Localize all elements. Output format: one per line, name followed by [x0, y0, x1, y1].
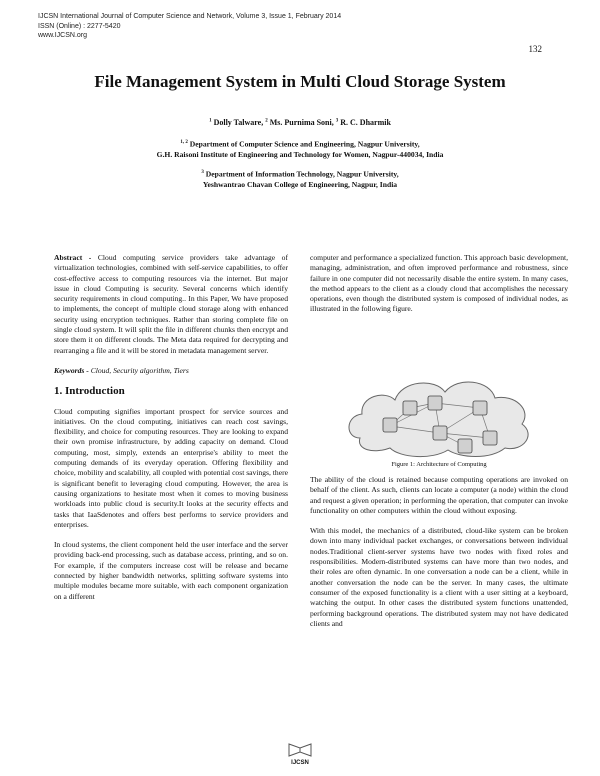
abstract-label: Abstract - [54, 253, 98, 262]
page-number: 132 [528, 44, 542, 54]
journal-name: IJCSN International Journal of Computer Science and Network, Volume 3, Issue 1, February 2014 [38, 13, 342, 20]
issn: ISSN (Online) : 2277-5420 [38, 22, 121, 30]
journal-logo-icon [287, 740, 313, 758]
author-2: Ms. Purnima Soni, [267, 118, 336, 127]
author-sup-2: 2 [265, 118, 268, 124]
intro-paragraph-2: In cloud systems, the client component held the user interface and the server providing back-end processing, such as database access, printing, and so on. For example, if the computers increase cost will be release and became connected by higher bandwidth networks, splitting software systems into multiple modules became more suitable, with each component organization on a different [54, 540, 288, 601]
affiliation-2 [0, 168, 600, 190]
abstract-text: Cloud computing service providers take advantage of virtualization technologies, combined with self-service capabilities, to offer cost-effective access to computing resources via the internet. But major issue in cloud Computing is security. Several concerns which identify security requirements in cloud computing.. In this Paper, We have proposed to implements, the concept of multiple cloud storage along with enhanced security using encryption techniques. Rather than storing complete file on single cloud system. It will split the file in different chunks then encrypt and store them it on different clouds. The Meta data required for decrypting and rearranging a file and it will be stored in metadata management server. [54, 253, 288, 355]
keywords [54, 366, 288, 376]
abstract [54, 253, 288, 356]
left-column [54, 253, 288, 612]
journal-header [38, 12, 341, 41]
affiliation-sup: 1, 2 [180, 140, 188, 145]
section-heading-introduction: 1. Introduction [54, 385, 125, 398]
author-sup-3: 3 [335, 118, 339, 124]
right-paragraph-1: The ability of the cloud is retained because computing operations are invoked on behalf of the client. As such, clients can locate a computer (a node) within the cloud and request a given operation; in performing the operation, that computer can invoke functionality on other computers within the cloud without exposing. [310, 475, 568, 515]
affiliation-1 [0, 138, 600, 160]
affiliation-sup: 3 [201, 170, 204, 175]
intro-paragraph-1: Cloud computing signifies important prospect for service sources and initiatives. On the cloud computing, initiatives can reach cost savings, flexibility, and choice for computing resources. They are looking to expand their own promise infrastructure, by adding capacity on demand. Cloud computing, most, simply, extends an enterprise's ability to meet the computing demands of its everyday operation. Offering flexibility and choice, mobility and scalability, all coupled with potential cost savings, there is significant benefit to leveraging cloud computing. However, the area is causing organizations to hesitate most when it comes to moving business workloads into public cloud is security.It looks at the security effects and tasks that IaaSdenotes and offers best performs to service providers and enterprises. [54, 406, 288, 529]
affiliation-line: Yeshwantrao Chavan College of Engineering, Nagpur, India [202, 179, 398, 189]
right-paragraph-top: computer and performance a specialized function. This approach basic development, managing, administration, and often improved performance and robustness, since failure in one computer did not necessarily disable the entire system. In many cases, the method appears to the client as a cloudy cloud that accomplishes the necessary operations, even though the distributed system is composed of individual nodes, as illustrated in the following figure. [310, 253, 568, 314]
footer-label: IJCSN [291, 760, 309, 766]
keywords-label: Keywords - [54, 365, 91, 375]
affiliation-line: Department of Computer Science and Engineering, Nagpur University, [187, 139, 420, 149]
figure-caption: Figure 1: Architecture of Computing [391, 461, 487, 468]
website: www.IJCSN.org [38, 32, 88, 39]
affiliation-line: Department of Information Technology, Nagpur University, [203, 169, 399, 179]
author-1: Dolly Talware, [211, 118, 266, 127]
affiliation-line: G.H. Raisoni Institute of Engineering and Technology for Women, Nagpur-440034, India [156, 149, 444, 159]
cloud-shape [349, 382, 528, 457]
right-paragraph-2: With this model, the mechanics of a distributed, cloud-like system can be broken down into many individual packet exchanges, or conversations between individual nodes.Traditional client-server systems have two nodes with fixed roles and responsibilities. Modern-distributed systems can have more than two nodes, and their roles are often dynamic. In one conversation a node can be a client, while in another conversation the node can be the server. In many cases, the ultimate consumer of the exposed functionality is a client with a user sitting at a keyboard, watching the output. In other cases the distributed system functions unattended, performing background operations. The distributed system may not have dedicated clients and [310, 526, 568, 628]
keywords-text: Cloud, Security algorithm, Tiers [90, 365, 189, 375]
paper-title: File Management System in Multi Cloud Storage System [94, 72, 506, 91]
cloud-architecture-figure [340, 368, 540, 460]
author-line [0, 118, 600, 127]
right-column-top [310, 253, 568, 325]
author-3: R. C. Dharmik [338, 118, 391, 127]
right-column-bottom [310, 475, 568, 639]
author-sup-1: 1 [209, 118, 212, 124]
